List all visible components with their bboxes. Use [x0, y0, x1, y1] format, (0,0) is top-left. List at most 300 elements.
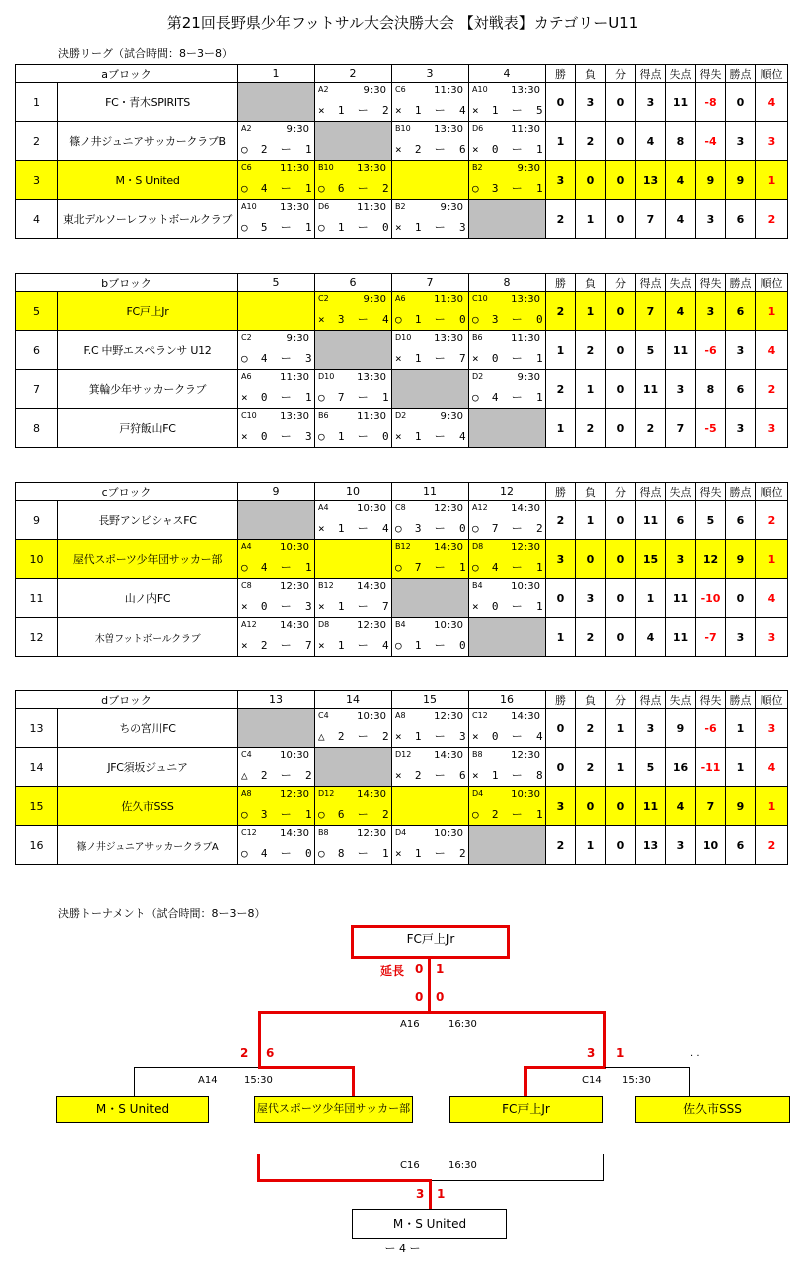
team-number: 6 [16, 331, 58, 370]
match-time: 11:30 [511, 333, 540, 344]
stat-goals-against: 11 [666, 83, 696, 122]
stat-header: 順位 [756, 691, 788, 709]
match-cell [315, 826, 392, 865]
stat-rank: 4 [756, 579, 788, 618]
stat-goal-diff: 9 [696, 161, 726, 200]
stat-losses: 1 [576, 826, 606, 865]
stat-rank: 1 [756, 540, 788, 579]
match-cell [469, 501, 546, 540]
stat-goals-against: 11 [666, 579, 696, 618]
stat-points: 6 [726, 292, 756, 331]
match-time: 10:30 [511, 581, 540, 592]
match-time: 13:30 [280, 411, 309, 422]
stat-rank: 2 [756, 826, 788, 865]
match-time: 12:30 [434, 711, 463, 722]
third-match-time: 16:30 [448, 1160, 477, 1171]
match-id: B8 [472, 750, 483, 759]
match-id: D12 [318, 789, 335, 798]
match-cell [469, 579, 546, 618]
stat-points: 9 [726, 540, 756, 579]
match-time: 14:30 [511, 711, 540, 722]
stat-header: 得失 [696, 274, 726, 292]
stat-draws: 0 [606, 122, 636, 161]
opponent-column-header: 10 [315, 483, 392, 501]
stat-header: 得点 [636, 274, 666, 292]
self-match-cell [238, 83, 315, 122]
match-cell [315, 579, 392, 618]
stat-header: 負 [576, 65, 606, 83]
self-match-cell [469, 200, 546, 239]
match-time: 13:30 [434, 333, 463, 344]
third-score-left: 3 [416, 1187, 425, 1201]
match-result: △ 2 ー 2 [318, 730, 389, 743]
match-time: 11:30 [280, 372, 309, 383]
team-row [16, 370, 788, 409]
match-id: A12 [472, 503, 488, 512]
final-score-left-2: 0 [415, 990, 424, 1004]
match-cell [238, 161, 315, 200]
match-cell [238, 826, 315, 865]
opponent-column-header: 14 [315, 691, 392, 709]
match-cell [315, 787, 392, 826]
stat-goals-for: 5 [636, 331, 666, 370]
stat-rank: 4 [756, 83, 788, 122]
stat-rank: 2 [756, 501, 788, 540]
stat-header: 得失 [696, 65, 726, 83]
opponent-column-header: 16 [469, 691, 546, 709]
match-time: 10:30 [357, 503, 386, 514]
stat-rank: 2 [756, 370, 788, 409]
match-time: 12:30 [280, 581, 309, 592]
stat-header: 勝 [546, 274, 576, 292]
stat-goals-for: 4 [636, 618, 666, 657]
team-name: 東北デルソーレフットボールクラブ [58, 200, 238, 239]
self-match-cell [392, 787, 469, 826]
match-cell [392, 618, 469, 657]
page-title: 第21回長野県少年フットサル大会決勝大会 【対戦表】カテゴリーU11 [166, 14, 639, 32]
team-row [16, 709, 788, 748]
third-match-id: C16 [400, 1160, 420, 1171]
team-name: 篠ノ井ジュニアサッカークラブB [58, 122, 238, 161]
third-score-right: 1 [437, 1187, 446, 1201]
match-cell [315, 83, 392, 122]
bracket-team-4: 佐久市SSS [635, 1096, 790, 1123]
stat-points: 1 [726, 709, 756, 748]
match-cell [392, 122, 469, 161]
page-number: ー 4 ー [384, 1242, 421, 1255]
match-time: 13:30 [511, 294, 540, 305]
team-row [16, 409, 788, 448]
match-time: 10:30 [280, 750, 309, 761]
team-name: 戸狩飯山FC [58, 409, 238, 448]
match-id: A12 [241, 620, 257, 629]
stat-points: 6 [726, 370, 756, 409]
stat-losses: 3 [576, 579, 606, 618]
match-cell [315, 161, 392, 200]
match-result: × 1 ー 8 [472, 769, 543, 782]
final-match-time: 16:30 [448, 1019, 477, 1030]
team-row [16, 618, 788, 657]
match-id: A10 [472, 85, 488, 94]
match-result: ○ 4 ー 1 [241, 182, 312, 195]
match-result: ○ 7 ー 1 [318, 391, 389, 404]
match-id: C4 [318, 711, 329, 720]
stat-losses: 1 [576, 200, 606, 239]
match-id: D4 [395, 828, 407, 837]
match-time: 12:30 [357, 620, 386, 631]
match-time: 14:30 [280, 620, 309, 631]
opponent-column-header: 3 [392, 65, 469, 83]
final-score-left: 0 [415, 962, 424, 976]
match-id: B2 [395, 202, 406, 211]
opponent-column-header: 7 [392, 274, 469, 292]
team-number: 13 [16, 709, 58, 748]
match-time: 9:30 [440, 202, 463, 213]
league-table-block-2 [15, 273, 788, 448]
match-time: 13:30 [357, 372, 386, 383]
match-id: A4 [241, 542, 252, 551]
stat-goals-against: 11 [666, 331, 696, 370]
team-row [16, 331, 788, 370]
match-result: × 2 ー 6 [395, 143, 466, 156]
stat-goals-against: 8 [666, 122, 696, 161]
self-match-cell [469, 618, 546, 657]
match-time: 14:30 [280, 828, 309, 839]
semi1-score-left: 2 [240, 1046, 249, 1060]
team-number: 11 [16, 579, 58, 618]
match-cell [392, 709, 469, 748]
team-number: 8 [16, 409, 58, 448]
match-cell [392, 83, 469, 122]
match-id: D10 [318, 372, 335, 381]
stat-draws: 0 [606, 501, 636, 540]
stat-goals-against: 16 [666, 748, 696, 787]
stat-header: 分 [606, 274, 636, 292]
stat-wins: 3 [546, 161, 576, 200]
match-id: D4 [472, 789, 484, 798]
stat-goals-for: 11 [636, 787, 666, 826]
self-match-cell [469, 409, 546, 448]
stat-goals-for: 11 [636, 501, 666, 540]
opponent-column-header: 2 [315, 65, 392, 83]
self-match-cell [315, 331, 392, 370]
match-result: × 0 ー 3 [241, 430, 312, 443]
match-cell [238, 748, 315, 787]
team-number: 2 [16, 122, 58, 161]
match-time: 10:30 [434, 828, 463, 839]
stat-goal-diff: -6 [696, 709, 726, 748]
stat-header: 順位 [756, 65, 788, 83]
stat-goals-against: 4 [666, 292, 696, 331]
stat-goals-for: 11 [636, 370, 666, 409]
team-name: 篠ノ井ジュニアサッカークラブA [58, 826, 238, 865]
stat-losses: 2 [576, 709, 606, 748]
stat-wins: 3 [546, 540, 576, 579]
match-id: D6 [318, 202, 330, 211]
stat-goal-diff: 5 [696, 501, 726, 540]
opponent-column-header: 5 [238, 274, 315, 292]
stat-goals-for: 7 [636, 200, 666, 239]
final-score-right: 1 [436, 962, 445, 976]
match-result: ○ 1 ー 0 [395, 313, 466, 326]
team-number: 12 [16, 618, 58, 657]
match-result: △ 2 ー 2 [241, 769, 312, 782]
match-result: × 1 ー 4 [318, 639, 389, 652]
match-cell [469, 83, 546, 122]
match-id: C6 [395, 85, 406, 94]
match-cell [392, 501, 469, 540]
stat-header: 順位 [756, 483, 788, 501]
self-match-cell [315, 122, 392, 161]
self-match-cell [238, 709, 315, 748]
match-cell [238, 122, 315, 161]
stat-goals-against: 11 [666, 618, 696, 657]
match-id: A8 [395, 711, 406, 720]
league-table-block-3 [15, 482, 788, 657]
bracket-team-1: M・S United [56, 1096, 209, 1123]
match-time: 13:30 [280, 202, 309, 213]
stat-goals-against: 4 [666, 787, 696, 826]
match-result: ○ 4 ー 3 [241, 352, 312, 365]
match-time: 10:30 [280, 542, 309, 553]
match-cell [315, 618, 392, 657]
champion-box: FC戸上Jr [351, 925, 510, 959]
match-time: 12:30 [357, 828, 386, 839]
stat-rank: 3 [756, 618, 788, 657]
match-time: 9:30 [363, 85, 386, 96]
match-cell [238, 370, 315, 409]
stat-goal-diff: -4 [696, 122, 726, 161]
stat-header: 勝点 [726, 274, 756, 292]
match-id: D10 [395, 333, 412, 342]
match-id: B8 [318, 828, 329, 837]
stat-header: 失点 [666, 274, 696, 292]
match-time: 14:30 [434, 750, 463, 761]
match-result: × 0 ー 1 [472, 352, 543, 365]
stat-header: 勝点 [726, 691, 756, 709]
team-name: 長野アンビシャスFC [58, 501, 238, 540]
self-match-cell [238, 501, 315, 540]
team-row [16, 787, 788, 826]
self-match-cell [315, 748, 392, 787]
stat-wins: 0 [546, 748, 576, 787]
stat-goal-diff: 10 [696, 826, 726, 865]
match-time: 14:30 [434, 542, 463, 553]
stat-header: 分 [606, 691, 636, 709]
match-id: A2 [241, 124, 252, 133]
semi2-match-id: C14 [582, 1075, 602, 1086]
match-cell [315, 501, 392, 540]
semi2-score-right: 1 [616, 1046, 625, 1060]
match-result: ○ 4 ー 1 [472, 561, 543, 574]
block-name: bブロック [16, 274, 238, 292]
final-score-right-2: 0 [436, 990, 445, 1004]
match-cell [238, 331, 315, 370]
stat-goal-diff: 12 [696, 540, 726, 579]
match-result: × 1 ー 2 [395, 847, 466, 860]
match-id: A6 [241, 372, 252, 381]
stat-goal-diff: -6 [696, 331, 726, 370]
match-id: C2 [241, 333, 252, 342]
stat-points: 6 [726, 826, 756, 865]
match-result: ○ 1 ー 0 [395, 639, 466, 652]
stat-draws: 0 [606, 370, 636, 409]
match-result: × 0 ー 1 [472, 143, 543, 156]
match-cell [392, 331, 469, 370]
bracket-team-2: 屋代スポーツ少年団サッカー部 [254, 1096, 413, 1123]
team-name: F.C 中野エスペランサ U12 [58, 331, 238, 370]
match-time: 12:30 [511, 750, 540, 761]
match-result: ○ 1 ー 0 [318, 221, 389, 234]
match-id: C4 [241, 750, 252, 759]
match-cell [469, 331, 546, 370]
stat-header: 勝 [546, 691, 576, 709]
match-result: ○ 6 ー 2 [318, 182, 389, 195]
match-time: 12:30 [434, 503, 463, 514]
stat-wins: 0 [546, 579, 576, 618]
team-row [16, 161, 788, 200]
stat-header: 失点 [666, 65, 696, 83]
stat-wins: 1 [546, 618, 576, 657]
team-row [16, 292, 788, 331]
match-id: B10 [318, 163, 334, 172]
match-id: D2 [472, 372, 484, 381]
match-result: × 0 ー 1 [472, 600, 543, 613]
stat-rank: 4 [756, 331, 788, 370]
match-time: 11:30 [434, 294, 463, 305]
stat-rank: 3 [756, 122, 788, 161]
match-id: C10 [241, 411, 257, 420]
opponent-column-header: 15 [392, 691, 469, 709]
stat-header: 勝点 [726, 483, 756, 501]
self-match-cell [238, 292, 315, 331]
match-id: B2 [472, 163, 483, 172]
stat-points: 0 [726, 579, 756, 618]
stat-rank: 4 [756, 748, 788, 787]
final-match-id: A16 [400, 1019, 420, 1030]
match-time: 14:30 [357, 581, 386, 592]
match-id: C6 [241, 163, 252, 172]
match-result: ○ 4 ー 1 [241, 561, 312, 574]
third-winner-box: M・S United [352, 1209, 507, 1239]
stat-losses: 2 [576, 331, 606, 370]
match-result: × 0 ー 1 [241, 391, 312, 404]
match-id: B12 [395, 542, 411, 551]
match-time: 9:30 [517, 163, 540, 174]
match-id: C2 [318, 294, 329, 303]
stat-draws: 0 [606, 826, 636, 865]
match-result: ○ 1 ー 0 [318, 430, 389, 443]
stat-header: 失点 [666, 483, 696, 501]
self-match-cell [392, 370, 469, 409]
stat-draws: 0 [606, 579, 636, 618]
team-row [16, 540, 788, 579]
stat-goal-diff: 8 [696, 370, 726, 409]
team-number: 4 [16, 200, 58, 239]
match-time: 12:30 [511, 542, 540, 553]
match-cell [238, 409, 315, 448]
stat-points: 9 [726, 161, 756, 200]
match-cell [238, 618, 315, 657]
stat-draws: 0 [606, 409, 636, 448]
match-time: 10:30 [357, 711, 386, 722]
team-number: 16 [16, 826, 58, 865]
stat-rank: 3 [756, 709, 788, 748]
stat-header: 勝 [546, 65, 576, 83]
match-time: 9:30 [363, 294, 386, 305]
stat-points: 0 [726, 83, 756, 122]
semi1-match-id: A14 [198, 1075, 218, 1086]
stat-wins: 1 [546, 409, 576, 448]
stat-wins: 1 [546, 122, 576, 161]
stat-losses: 2 [576, 409, 606, 448]
match-result: × 1 ー 5 [472, 104, 543, 117]
match-time: 13:30 [434, 124, 463, 135]
stat-losses: 3 [576, 83, 606, 122]
match-id: C10 [472, 294, 488, 303]
team-number: 15 [16, 787, 58, 826]
stat-goals-for: 3 [636, 83, 666, 122]
stat-draws: 0 [606, 83, 636, 122]
stat-rank: 2 [756, 200, 788, 239]
team-number: 10 [16, 540, 58, 579]
self-match-cell [392, 579, 469, 618]
match-cell [238, 200, 315, 239]
stat-draws: 0 [606, 540, 636, 579]
stat-rank: 1 [756, 161, 788, 200]
team-row [16, 200, 788, 239]
match-cell [315, 370, 392, 409]
stat-goals-against: 6 [666, 501, 696, 540]
match-result: × 3 ー 4 [318, 313, 389, 326]
match-cell [315, 409, 392, 448]
match-id: D6 [472, 124, 484, 133]
match-cell [392, 826, 469, 865]
match-cell [315, 709, 392, 748]
team-number: 14 [16, 748, 58, 787]
match-id: D12 [395, 750, 412, 759]
stat-losses: 0 [576, 161, 606, 200]
team-row [16, 501, 788, 540]
match-time: 12:30 [280, 789, 309, 800]
stat-goal-diff: -5 [696, 409, 726, 448]
extra-time-label: 延長 [380, 964, 405, 978]
match-cell [392, 200, 469, 239]
semi1-score-right: 6 [266, 1046, 275, 1060]
match-result: ○ 3 ー 1 [241, 808, 312, 821]
stat-wins: 0 [546, 709, 576, 748]
stat-draws: 1 [606, 748, 636, 787]
match-id: B6 [318, 411, 329, 420]
match-cell [392, 540, 469, 579]
stat-points: 3 [726, 618, 756, 657]
stat-header: 負 [576, 274, 606, 292]
match-id: A4 [318, 503, 329, 512]
stat-goals-for: 3 [636, 709, 666, 748]
match-id: A2 [318, 85, 329, 94]
match-id: C12 [472, 711, 488, 720]
stat-wins: 3 [546, 787, 576, 826]
match-time: 13:30 [511, 85, 540, 96]
match-time: 11:30 [357, 411, 386, 422]
stat-goals-for: 15 [636, 540, 666, 579]
stat-losses: 0 [576, 787, 606, 826]
match-cell [315, 200, 392, 239]
stat-draws: 1 [606, 709, 636, 748]
stat-draws: 0 [606, 618, 636, 657]
opponent-column-header: 4 [469, 65, 546, 83]
match-result: × 1 ー 7 [395, 352, 466, 365]
